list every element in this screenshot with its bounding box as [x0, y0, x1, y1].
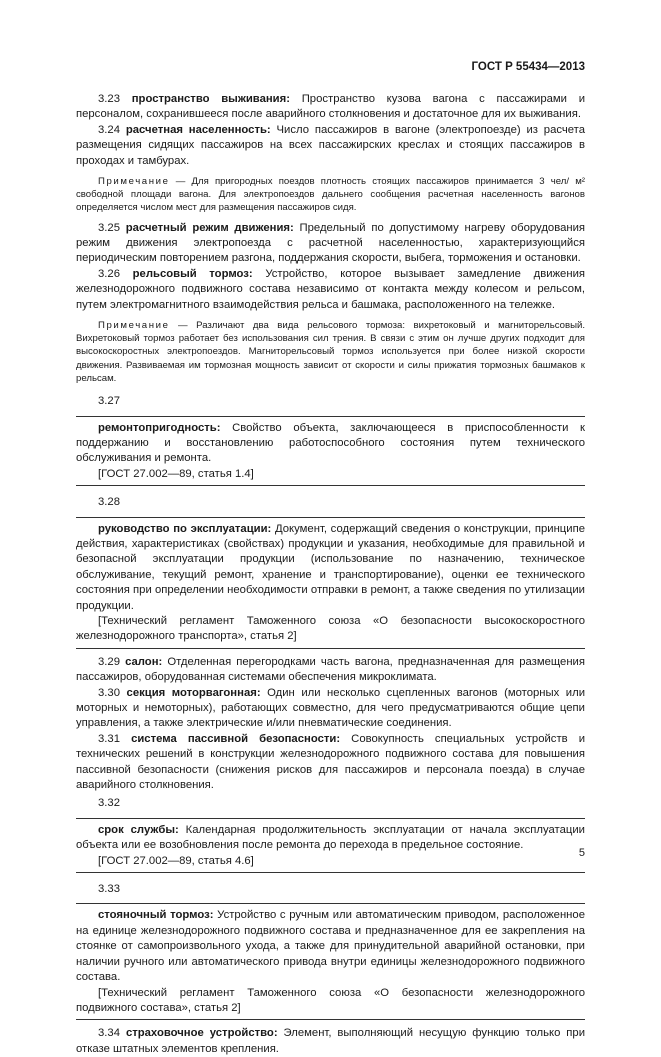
clause-number: 3.24 [98, 123, 120, 136]
definition-3-26 [76, 267, 585, 313]
note-label: Примечание [98, 320, 170, 332]
clause-number: 3.34 [98, 1027, 120, 1040]
clause-number: 3.30 [98, 686, 120, 699]
note-label: Примечание [98, 176, 170, 188]
definition-text: Календарная продолжительность эксплуатации от начала эксплуатации объекта или ее возобновления после ремонта до перехода в предельное состояние. [76, 823, 585, 852]
clause-number-3-28: 3.28 [98, 496, 120, 509]
definition-text: Число пассажиров в вагоне (электропоезде) из расчета размещения сидящих пассажиров на всех пассажирских креслах и стоящих пассажиров в проходах и тамбурах. [76, 123, 585, 167]
term: секция моторвагонная: [126, 686, 261, 699]
source-reference: [ГОСТ 27.002—89, статья 1.4] [98, 467, 254, 480]
term: руководство по эксплуатации: [98, 522, 272, 535]
clause-number-3-33: 3.33 [98, 883, 120, 896]
note-3-26 [76, 319, 585, 385]
definition-text: Совокупность специальных устройств и технических решений в конструкции железнодорожного подвижного состава для повышения пассивной безопасности (снижения рисков для пассажиров и персонала поезда) в случае аварийного столкновения. [76, 732, 586, 792]
clause-number: 3.23 [98, 93, 120, 105]
quoted-definition-3-32 [76, 818, 585, 873]
definition-3-27 [76, 421, 585, 467]
definition-3-31 [76, 732, 585, 794]
term: пространство выживания: [131, 93, 290, 105]
quoted-definition-3-27 [76, 416, 585, 487]
definition-3-30 [76, 686, 585, 732]
note-text: — Для пригородных поездов плотность стоящих пассажиров принимается 3 чел/ м² свободной площади вагона. Для электропоездов дальнего сообщения расчетная населенность вагонов определяется числом мест для размещения пассажиров сидя. [76, 176, 585, 214]
page-number: 5 [578, 847, 585, 859]
clause-number: 3.26 [98, 267, 120, 280]
standard-header: ГОСТ Р 55434—2013 [471, 61, 585, 73]
clause-number-3-32: 3.32 [98, 797, 120, 810]
definition-text: Элемент, выполняющий несущую функцию только при отказе штатных элементов крепления. [76, 1027, 586, 1055]
note-text: — Различают два вида рельсового тормоза: вихретоковый и магниторельсовый. Вихретоковый тормоз работает без использования сил трения. В связи с этим он лучше других подходит для высокоскоростных электропоездов. Магниторельсовый тормоз используется при более низкой скорости движения. Развиваемая им тормозная мощность зависит от скорости и силы прижатия тормозных башмаков к рельсам. [76, 320, 585, 384]
definition-3-24 [76, 123, 585, 169]
definition-text: Пространство кузова вагона с пассажирами и персоналом, сохранившееся после аварийного столкновения и достаточное для их выживания. [76, 93, 585, 121]
clause-number: 3.31 [98, 732, 120, 745]
definition-text: Устройство, которое вызывает замедление движения железнодорожного подвижного состава независимо от контакта между колесом и рельсом, путем электромагнитного взаимодействия рельса и башмака, расположенного на тележке. [76, 267, 586, 311]
term: рельсовый тормоз: [132, 267, 253, 280]
definition-3-34 [76, 1026, 585, 1057]
definition-3-23 [76, 92, 585, 123]
term: система пассивной безопасности: [131, 732, 341, 745]
source-reference: [Технический регламент Таможенного союза «О безопасности высокоскоростного железнодорожного транспорта», статья 2] [76, 614, 585, 643]
definition-text: Предельный по допустимому нагреву оборудования режим движения электропоезда с расчетной населенностью, характеризующийся периодическим повторением разгона, поддержания скорости, выбега, торможения и остановки. [76, 221, 586, 265]
source-reference: [Технический регламент Таможенного союза «О безопасности железнодорожного подвижного состава», статья 2] [76, 986, 585, 1014]
note-3-24 [76, 175, 585, 215]
definition-3-29 [76, 655, 585, 686]
definition-text: Документ, содержащий сведения о конструкции, принципе действия, характеристиках (свойствах) продукции и указания, необходимые для правильной и безопасной эксплуатации продукции (использование по назначению, техническое обслуживание, текущий ремонт, хранение и транспортирование), оценки ее технического состояния при определении необходимости отправки в ремонт, а также сведения по утилизации продукции. [76, 522, 585, 612]
term: страховочное устройство: [125, 1027, 278, 1040]
definition-text: Один или несколько сцепленных вагонов (моторных или моторных и немоторных), работающих совместно, для чего предусматриваются общие цепи управления, а также электрические и/или пневматические соединения. [76, 686, 585, 730]
quoted-definition-3-28 [76, 517, 585, 649]
page-content [76, 92, 585, 1057]
term: расчетная населенность: [125, 123, 271, 136]
definition-text: Отделенная перегородками часть вагона, предназначенная для размещения пассажиров, оборудованная системами обеспечения микроклимата. [76, 655, 585, 684]
clause-number: 3.29 [98, 655, 120, 668]
quoted-definition-3-33 [76, 903, 585, 1020]
source-reference: [ГОСТ 27.002—89, статья 4.6] [98, 854, 254, 867]
term: салон: [125, 655, 163, 668]
term: расчетный режим движения: [125, 221, 294, 234]
definition-3-32 [76, 823, 585, 854]
clause-number-3-27: 3.27 [98, 395, 120, 408]
term: стояночный тормоз: [98, 909, 214, 922]
definition-3-28 [76, 522, 585, 614]
term: срок службы: [98, 823, 179, 836]
definition-text: Свойство объекта, заключающееся в приспособленности к поддержанию и восстановлению работоспособного состояния путем технического обслуживания и ремонта. [76, 421, 585, 465]
definition-3-25 [76, 221, 585, 267]
clause-number: 3.25 [98, 221, 120, 234]
definition-3-33 [76, 908, 585, 985]
term: ремонтопригодность: [98, 421, 221, 434]
definition-text: Устройство с ручным или автоматическим приводом, расположенное на единице железнодорожного подвижного состава и предназначенное для ее закрепления на стоянке от самопроизвольного ухода, а также для принудительной аварийной остановки, при наличии ручного или автоматического привода внутри единицы железнодорожного подвижного состава. [76, 909, 585, 984]
